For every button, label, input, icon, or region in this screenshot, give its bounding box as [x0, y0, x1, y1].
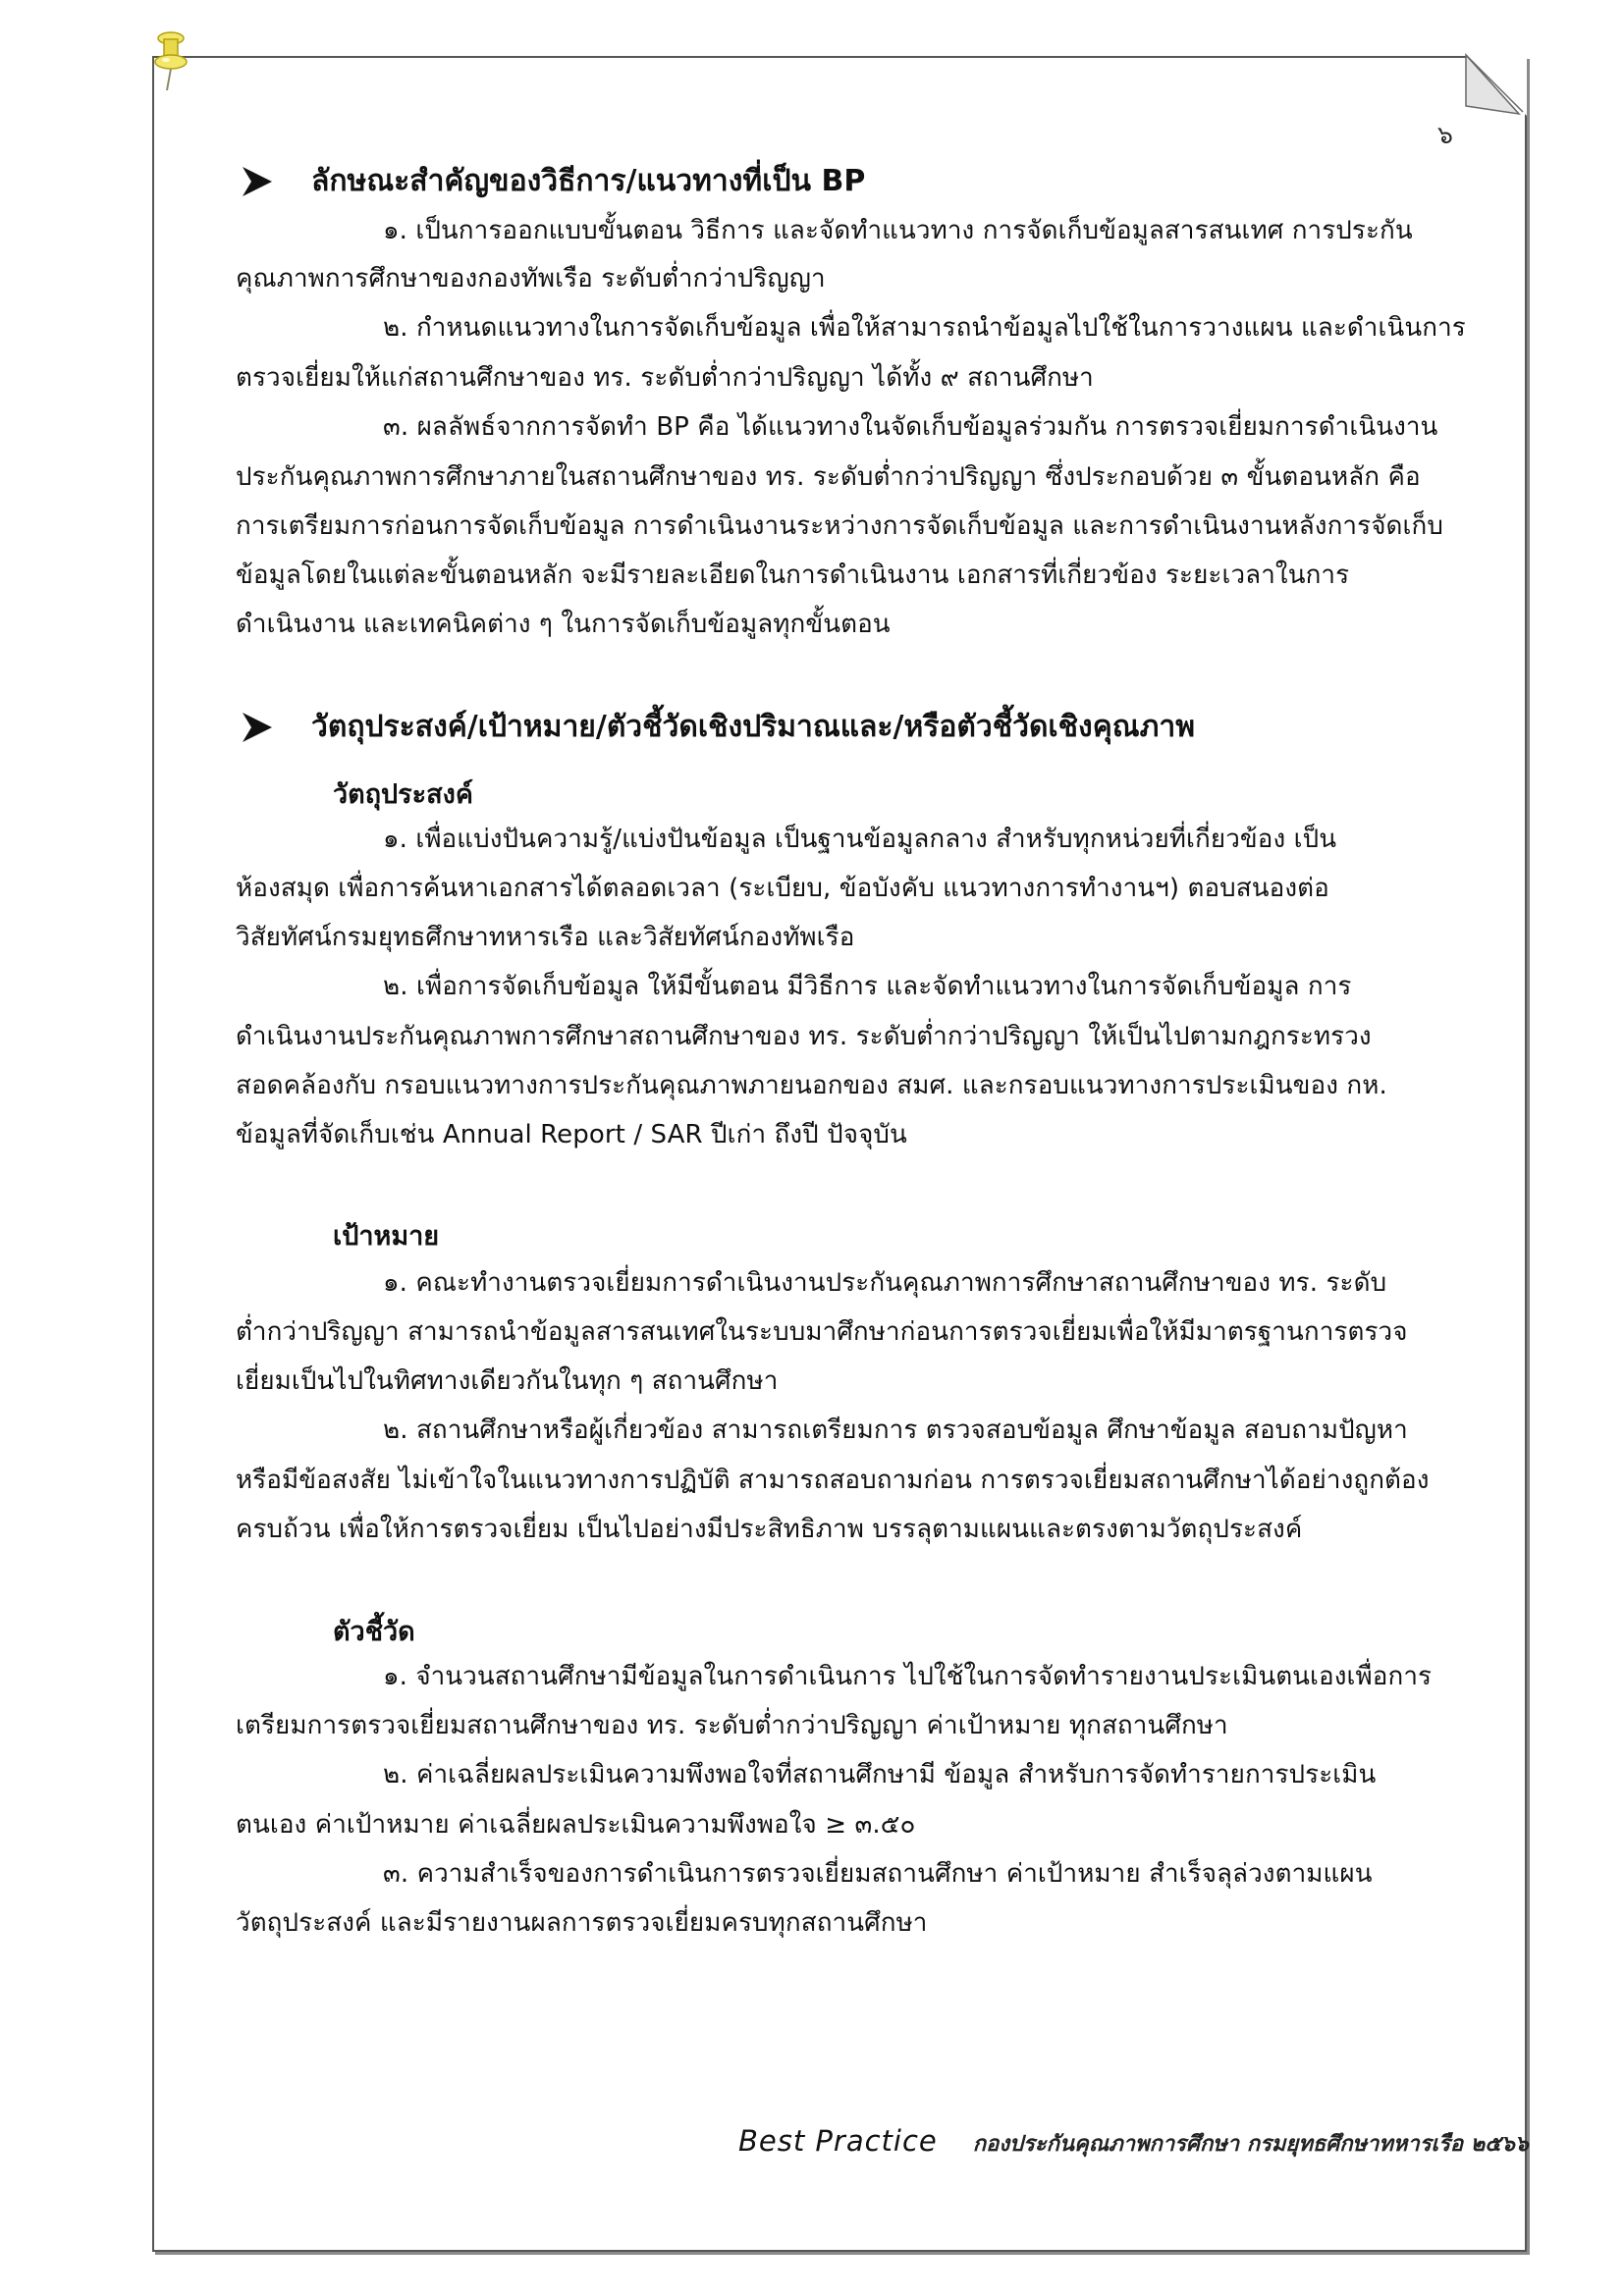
paragraph-line: ๑. คณะทำงานตรวจเยี่ยมการดำเนินงานประกันคุณภาพการศึกษาสถานศึกษาของ ทร. ระดับ — [383, 1268, 1387, 1298]
paragraph-line: ๒. สถานศึกษาหรือผู้เกี่ยวข้อง สามารถเตรียมการ ตรวจสอบข้อมูล ศึกษาข้อมูล สอบถามปัญหา — [383, 1415, 1408, 1445]
paragraph-line: ห้องสมุด เพื่อการค้นหาเอกสารได้ตลอดเวลา (ระเบียบ, ข้อบังคับ แนวทางการทำงานฯ) ตอบสนองต่อ — [236, 874, 1329, 903]
paragraph-line: วิสัยทัศน์กรมยุทธศึกษาทหารเรือ และวิสัยทัศน์กองทัพเรือ — [236, 923, 855, 952]
paragraph-line: ดำเนินงานประกันคุณภาพการศึกษาสถานศึกษาของ ทร. ระดับต่ำกว่าปริญญา ให้เป็นไปตามกฎกระทรวง — [236, 1022, 1372, 1051]
paragraph-line: ๒. เพื่อการจัดเก็บข้อมูล ให้มีขั้นตอน มีวิธีการ และจัดทำแนวทางในการจัดเก็บข้อมูล การ — [383, 972, 1352, 1001]
paragraph-line: ตนเอง ค่าเป้าหมาย ค่าเฉลี่ยผลประเมินความพึงพอใจ ≥ ๓.๕๐ — [236, 1810, 916, 1840]
paragraph-line: ๑. จำนวนสถานศึกษามีข้อมูลในการดำเนินการ ไปใช้ในการจัดทำรายงานประเมินตนเองเพื่อการ — [383, 1662, 1433, 1691]
paragraph-line: หรือมีข้อสงสัย ไม่เข้าใจในแนวทางการปฏิบัติ สามารถสอบถามก่อน การตรวจเยี่ยมสถานศึกษาได้อย่างถูกต้อง — [236, 1466, 1430, 1495]
paragraph-line: การเตรียมการก่อนการจัดเก็บข้อมูล การดำเนินงานระหว่างการจัดเก็บข้อมูล และการดำเนินงานหลังการจัดเก็บ — [236, 511, 1443, 541]
paragraph-line: ข้อมูลที่จัดเก็บเช่น Annual Report / SAR ปีเก่า ถึงปี ปัจจุบัน — [236, 1120, 907, 1149]
paragraph-line: ต่ำกว่าปริญญา สามารถนำข้อมูลสารสนเทศในระบบมาศึกษาก่อนการตรวจเยี่ยมเพื่อให้มีมาตรฐานการตรวจ — [236, 1317, 1408, 1347]
paragraph-line: ข้อมูลโดยในแต่ละขั้นตอนหลัก จะมีรายละเอียดในการดำเนินงาน เอกสารที่เกี่ยวข้อง ระยะเวลาในการ — [236, 561, 1350, 590]
paragraph-line: เตรียมการตรวจเยี่ยมสถานศึกษาของ ทร. ระดับต่ำกว่าปริญญา ค่าเป้าหมาย ทุกสถานศึกษา — [236, 1711, 1228, 1740]
subheading-goals: เป้าหมาย — [333, 1221, 440, 1252]
paragraph-line: สอดคล้องกับ กรอบแนวทางการประกันคุณภาพภายนอกของ สมศ. และกรอบแนวทางการประเมินของ กห. — [236, 1071, 1387, 1100]
paragraph-line: ดำเนินงาน และเทคนิคต่าง ๆ ในการจัดเก็บข้อมูลทุกขั้นตอน — [236, 610, 891, 639]
paragraph-line: ๓. ผลลัพธ์จากการจัดทำ BP คือ ได้แนวทางในจัดเก็บข้อมูลร่วมกัน การตรวจเยี่ยมการดำเนินงาน — [383, 412, 1438, 442]
footer-best-practice: Best Practice — [738, 2124, 938, 2158]
paragraph-line: ๑. เป็นการออกแบบขั้นตอน วิธีการ และจัดทำแนวทาง การจัดเก็บข้อมูลสารสนเทศ การประกัน — [383, 216, 1413, 245]
section-heading-text: ลักษณะสำคัญของวิธีการ/แนวทางที่เป็น BP — [311, 164, 866, 198]
section-heading-text: วัตถุประสงค์/เป้าหมาย/ตัวชี้วัดเชิงปริมาณและ/หรือตัวชี้วัดเชิงคุณภาพ — [311, 710, 1195, 744]
paragraph-line: ตรวจเยี่ยมให้แก่สถานศึกษาของ ทร. ระดับต่ำกว่าปริญญา ได้ทั้ง ๙ สถานศึกษา — [236, 363, 1094, 393]
arrow-bullet-icon — [241, 165, 274, 198]
paragraph-line: คุณภาพการศึกษาของกองทัพเรือ ระดับต่ำกว่าปริญญา — [236, 264, 826, 294]
arrow-bullet-icon — [241, 711, 274, 744]
paragraph-line: ๒. กำหนดแนวทางในการจัดเก็บข้อมูล เพื่อให้สามารถนำข้อมูลไปใช้ในการวางแผน และดำเนินการ — [383, 313, 1466, 343]
page-corner-fold-icon — [1466, 55, 1527, 116]
paragraph-line: ครบถ้วน เพื่อให้การตรวจเยี่ยม เป็นไปอย่างมีประสิทธิภาพ บรรลุตามแผนและตรงตามวัตถุประสงค์ — [236, 1515, 1303, 1544]
paragraph-line: วัตถุประสงค์ และมีรายงานผลการตรวจเยี่ยมครบทุกสถานศึกษา — [236, 1908, 928, 1938]
pushpin-icon — [153, 29, 189, 92]
paragraph-line: ๓. ความสำเร็จของการดำเนินการตรวจเยี่ยมสถานศึกษา ค่าเป้าหมาย สำเร็จลุล่วงตามแผน — [383, 1859, 1373, 1889]
paragraph-line: ๑. เพื่อแบ่งปันความรู้/แบ่งปันข้อมูล เป็นฐานข้อมูลกลาง สำหรับทุกหน่วยที่เกี่ยวข้อง เป็น — [383, 825, 1337, 854]
subheading-indicators: ตัวชี้วัด — [333, 1617, 415, 1647]
paragraph-line: ๒. ค่าเฉลี่ยผลประเมินความพึงพอใจที่สถานศึกษามี ข้อมูล สำหรับการจัดทำรายการประเมิน — [383, 1760, 1377, 1789]
section-heading-objectives-goals-indicators — [241, 704, 1195, 750]
page-footer — [738, 2124, 1529, 2161]
paragraph-line: เยี่ยมเป็นไปในทิศทางเดียวกันในทุก ๆ สถานศึกษา — [236, 1366, 779, 1396]
page-number: ๖ — [1437, 121, 1453, 149]
footer-organization: กองประกันคุณภาพการศึกษา กรมยุทธศึกษาทหารเรือ ๒๕๖๖ — [972, 2132, 1529, 2157]
section-heading-bp-characteristics — [241, 158, 865, 204]
paragraph-line: ประกันคุณภาพการศึกษาภายในสถานศึกษาของ ทร. ระดับต่ำกว่าปริญญา ซึ่งประกอบด้วย ๓ ขั้นตอนหลัก คือ — [236, 462, 1421, 492]
subheading-objectives: วัตถุประสงค์ — [333, 779, 473, 810]
